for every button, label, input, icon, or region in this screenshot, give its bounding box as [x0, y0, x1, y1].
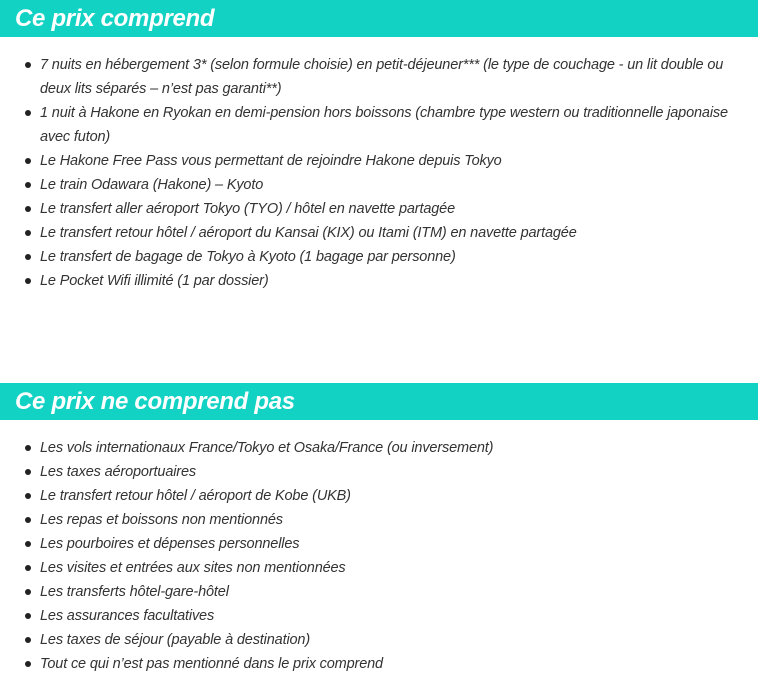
- bullet-icon: [25, 230, 31, 236]
- list-item-text: Le transfert retour hôtel / aéroport du Kansai (KIX) ou Itami (ITM) en navette partagée: [40, 225, 577, 241]
- list-item-text: 1 nuit à Hakone en Ryokan en demi-pension hors boissons (chambre type western ou traditionnelle japonaise avec futon): [40, 105, 728, 145]
- includes-list: [0, 53, 758, 293]
- list-item: [0, 532, 758, 556]
- bullet-icon: [25, 110, 31, 116]
- list-item-text: Tout ce qui n’est pas mentionné dans le prix comprend: [40, 656, 383, 672]
- list-item: [0, 173, 758, 197]
- bullet-icon: [25, 613, 31, 619]
- excludes-list: [0, 436, 758, 676]
- list-item: [0, 484, 758, 508]
- list-item-text: Les visites et entrées aux sites non mentionnées: [40, 560, 346, 576]
- bullet-icon: [25, 565, 31, 571]
- list-item: [0, 436, 758, 460]
- bullet-icon: [25, 445, 31, 451]
- bullet-icon: [25, 254, 31, 260]
- list-item: [0, 197, 758, 221]
- list-item-text: Le transfert de bagage de Tokyo à Kyoto (1 bagage par personne): [40, 249, 456, 265]
- list-item-text: Le transfert retour hôtel / aéroport de Kobe (UKB): [40, 488, 351, 504]
- list-item: [0, 245, 758, 269]
- list-item: [0, 652, 758, 676]
- list-item: [0, 460, 758, 484]
- list-item-text: Le transfert aller aéroport Tokyo (TYO) / hôtel en navette partagée: [40, 201, 455, 217]
- bullet-icon: [25, 469, 31, 475]
- list-item: [0, 604, 758, 628]
- list-item-text: Le Hakone Free Pass vous permettant de rejoindre Hakone depuis Tokyo: [40, 153, 502, 169]
- list-item-text: Le Pocket Wifi illimité (1 par dossier): [40, 273, 269, 289]
- list-item: [0, 53, 758, 101]
- list-item: [0, 149, 758, 173]
- list-item: [0, 269, 758, 293]
- list-item: [0, 508, 758, 532]
- list-item-text: Les repas et boissons non mentionnés: [40, 512, 283, 528]
- bullet-icon: [25, 517, 31, 523]
- bullet-icon: [25, 637, 31, 643]
- list-item-text: Les assurances facultatives: [40, 608, 215, 624]
- list-item-text: 7 nuits en hébergement 3* (selon formule choisie) en petit-déjeuner*** (le type de couchage - un lit double ou deux lits séparés – n’est pas garanti**): [40, 57, 724, 97]
- list-item: [0, 556, 758, 580]
- list-item-text: Les vols internationaux France/Tokyo et Osaka/France (ou inversement): [40, 440, 494, 456]
- list-item-text: Les transferts hôtel-gare-hôtel: [40, 584, 229, 600]
- list-item: [0, 580, 758, 604]
- list-item: [0, 101, 758, 149]
- list-item-text: Les taxes de séjour (payable à destination): [40, 632, 311, 648]
- bullet-icon: [25, 62, 31, 68]
- bullet-icon: [25, 541, 31, 547]
- bullet-icon: [25, 278, 31, 284]
- bullet-icon: [25, 493, 31, 499]
- list-item-text: Les pourboires et dépenses personnelles: [40, 536, 300, 552]
- list-item: [0, 221, 758, 245]
- bullet-icon: [25, 206, 31, 212]
- bullet-icon: [25, 182, 31, 188]
- bullet-icon: [25, 589, 31, 595]
- excludes-section-title: Ce prix ne comprend pas: [0, 383, 758, 420]
- list-item: [0, 628, 758, 652]
- includes-section-title: Ce prix comprend: [0, 0, 758, 37]
- bullet-icon: [25, 661, 31, 667]
- list-item-text: Le train Odawara (Hakone) – Kyoto: [40, 177, 264, 193]
- bullet-icon: [25, 158, 31, 164]
- list-item-text: Les taxes aéroportuaires: [40, 464, 196, 480]
